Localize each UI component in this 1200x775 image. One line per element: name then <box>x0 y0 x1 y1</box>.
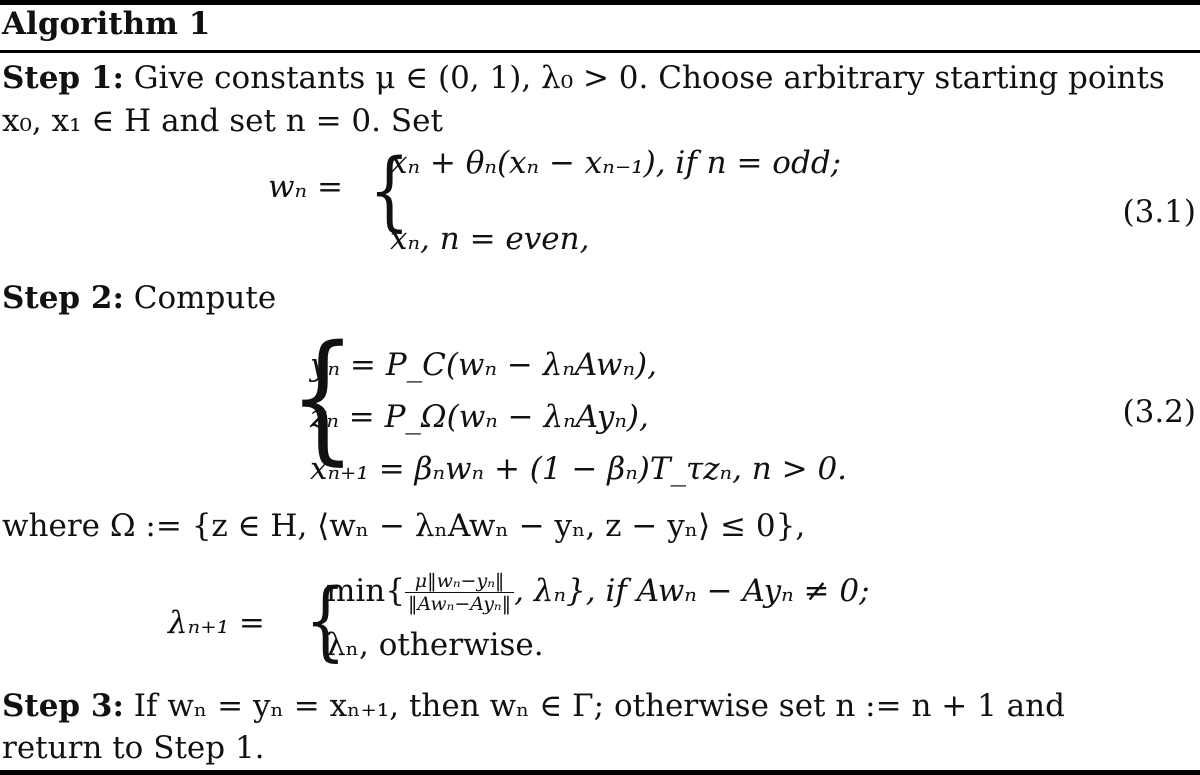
step3-line2: return to Step 1. <box>2 730 265 766</box>
step2-line <box>2 280 276 316</box>
step1-text: Give constants μ ∈ (0, 1), λ₀ > 0. Choose arbitrary starting points <box>123 60 1165 96</box>
step1-label: Step 1: <box>2 60 124 96</box>
step1-line2: x₀, x₁ ∈ H and set n = 0. Set <box>2 103 443 139</box>
lambda-min-prefix: min{ <box>326 573 405 609</box>
where-line: where Ω := {z ∈ H, ⟨wₙ − λₙAwₙ − yₙ, z − yₙ⟩ ≤ 0}, <box>2 508 806 544</box>
eq31-lhs: wₙ = <box>268 169 343 205</box>
lambda-fraction <box>405 570 514 615</box>
eq32-case3: xₙ₊₁ = βₙwₙ + (1 − βₙ)T_τzₙ, n > 0. <box>310 451 848 487</box>
title-rule <box>0 50 1200 53</box>
eq32-case2: zₙ = P_Ω(wₙ − λₙAyₙ), <box>310 399 649 435</box>
step2-label: Step 2: <box>2 280 124 316</box>
eq31-brace: { <box>368 141 410 241</box>
lambda-case1 <box>326 570 870 615</box>
step3-text: If wₙ = yₙ = xₙ₊₁, then wₙ ∈ Γ; otherwise set n := n + 1 and <box>123 688 1065 724</box>
eq31-case2: xₙ, n = even, <box>390 221 590 257</box>
eq32-case1: yₙ = P_C(wₙ − λₙAwₙ), <box>310 347 657 383</box>
eq31-case1: xₙ + θₙ(xₙ − xₙ₋₁), if n = odd; <box>390 145 842 181</box>
algorithm-title: Algorithm 1 <box>2 6 211 42</box>
lambda-lhs: λₙ₊₁ = <box>168 605 265 641</box>
lambda-brace: { <box>304 571 346 671</box>
step3-line1 <box>2 688 1065 724</box>
step1-line1 <box>2 60 1165 96</box>
lambda-frac-denominator: ‖Awₙ−Ayₙ‖ <box>408 593 512 615</box>
eq32-number: (3.2) <box>1122 394 1196 430</box>
eq31-number: (3.1) <box>1122 194 1196 230</box>
lambda-frac-numerator: μ‖wₙ−yₙ‖ <box>405 570 514 593</box>
top-rule <box>0 0 1200 5</box>
step2-text: Compute <box>123 280 277 316</box>
lambda-min-suffix: , λₙ}, if Awₙ − Ayₙ ≠ 0; <box>514 573 870 609</box>
step3-label: Step 3: <box>2 688 124 724</box>
eq32-brace: { <box>289 316 356 479</box>
bottom-rule <box>0 770 1200 775</box>
lambda-case2: λₙ, otherwise. <box>326 627 544 663</box>
